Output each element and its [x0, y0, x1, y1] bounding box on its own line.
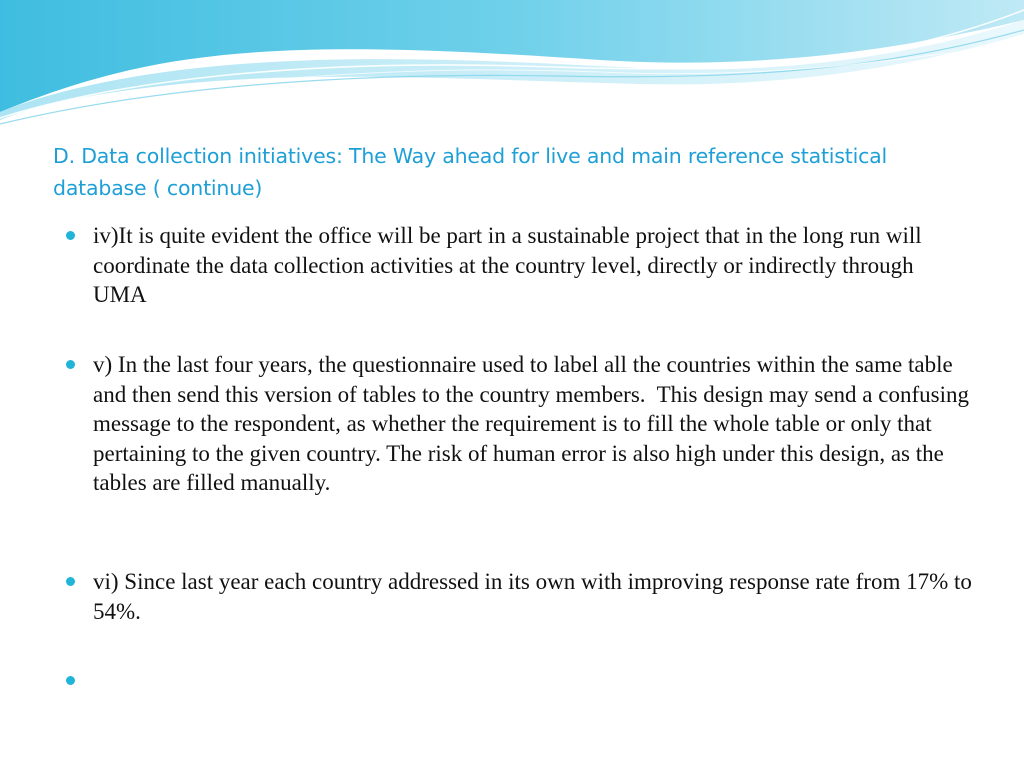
decorative-wave-header — [0, 0, 1024, 130]
bullet-dot-icon — [66, 360, 75, 369]
bullet-text: v) In the last four years, the questionnaire used to label all the countries within the same table and then send this version of tables to the country members. This design may send a confusing message to the respondent, as whether the requirement is to fill the whole table or only that pertaining to the given country. The risk of human error is also high under this design, as the tables are filled manually. — [93, 352, 975, 495]
bullet-text: iv)It is quite evident the office will be part in a sustainable project that in the long run will coordinate the data collection activities at the country level, directly or indirectly through UMA — [93, 223, 928, 307]
bullet-text: vi) Since last year each country addressed in its own with improving response rate from 17% to 54%. — [93, 569, 978, 624]
bullet-dot-icon — [66, 577, 75, 586]
bullet-dot-icon — [66, 231, 75, 240]
slide-title: D. Data collection initiatives: The Way ahead for live and main reference statistical database ( continue) — [53, 144, 888, 200]
bullet-dot-icon — [66, 676, 75, 685]
